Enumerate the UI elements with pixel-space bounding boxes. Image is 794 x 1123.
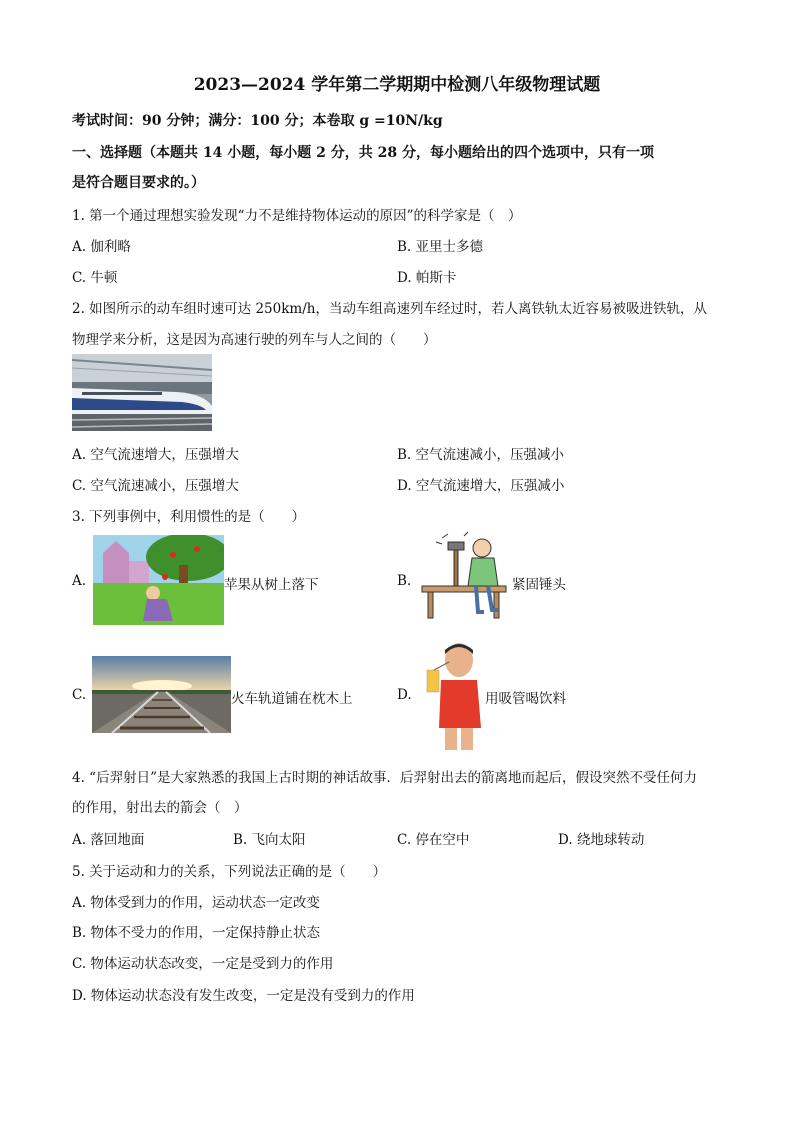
railway-track-image [92, 656, 231, 733]
q4-stem-line1: 4. “后羿射日”是大家熟悉的我国上古时期的神话故事．后羿射出去的箭离地而起后，假设突然不受任何力 [72, 770, 697, 786]
page-title: 2023—2024 学年第二学期期中检测八年级物理试题 [193, 75, 601, 95]
q3-option-c-letter: C. [72, 687, 87, 703]
q1-option-d: D. 帕斯卡 [397, 270, 457, 286]
hammer-bench-image [418, 530, 510, 624]
q3-option-a-text: 苹果从树上落下 [224, 577, 319, 593]
q4-stem-line2: 的作用，射出去的箭会（ ） [72, 800, 248, 816]
q4-option-b: B. 飞向太阳 [233, 832, 306, 848]
q5-stem: 5. 关于运动和力的关系，下列说法正确的是（ ） [72, 864, 387, 880]
q3-option-d-text: 用吸管喝饮料 [485, 691, 566, 707]
q2-stem-line2: 物理学来分析，这是因为高速行驶的列车与人之间的（ ） [72, 332, 437, 348]
q1-option-b: B. 亚里士多德 [397, 239, 484, 255]
apple-tree-image [93, 535, 224, 625]
q1-option-a: A. 伽利略 [72, 239, 131, 255]
q3-option-a-letter: A. [72, 573, 87, 589]
q3-option-b-letter: B. [397, 573, 412, 589]
q5-option-d: D. 物体运动状态没有发生改变，一定是没有受到力的作用 [72, 988, 415, 1004]
q1-stem: 1. 第一个通过理想实验发现“力不是维持物体运动的原因”的科学家是（ ） [72, 208, 522, 224]
q4-option-c: C. 停在空中 [397, 832, 470, 848]
q2-option-d: D. 空气流速增大，压强减小 [397, 478, 565, 494]
section-heading-line1: 一、选择题（本题共 14 小题，每小题 2 分，共 28 分，每小题给出的四个选项中，只有一项 [72, 145, 654, 161]
q5-option-b: B. 物体不受力的作用，一定保持静止状态 [72, 925, 321, 941]
q3-option-c-text: 火车轨道铺在枕木上 [231, 691, 353, 707]
q2-option-a: A. 空气流速增大，压强增大 [72, 447, 239, 463]
boy-drinking-image [425, 640, 483, 750]
q4-option-d: D. 绕地球转动 [558, 832, 645, 848]
q2-option-b: B. 空气流速减小，压强减小 [397, 447, 565, 463]
q2-option-c: C. 空气流速减小，压强增大 [72, 478, 239, 494]
q3-option-b-text: 紧固锤头 [512, 577, 566, 593]
q5-option-c: C. 物体运动状态改变，一定是受到力的作用 [72, 956, 334, 972]
train-station-image [72, 354, 212, 431]
q2-stem-line1: 2. 如图所示的动车组时速可达 250km/h，当动车组高速列车经过时，若人离铁轨太近容易被吸进铁轨，从 [72, 301, 707, 317]
q1-option-c: C. 牛顿 [72, 270, 118, 286]
q4-option-a: A. 落回地面 [72, 832, 145, 848]
section-heading-line2: 是符合题目要求的。） [72, 175, 205, 191]
q5-option-a: A. 物体受到力的作用，运动状态一定改变 [72, 895, 320, 911]
q3-stem: 3. 下列事例中，利用惯性的是（ ） [72, 509, 306, 525]
exam-info: 考试时间：90 分钟；满分：100 分；本卷取 g =10N/kg [72, 113, 443, 129]
q3-option-d-letter: D. [397, 687, 412, 703]
